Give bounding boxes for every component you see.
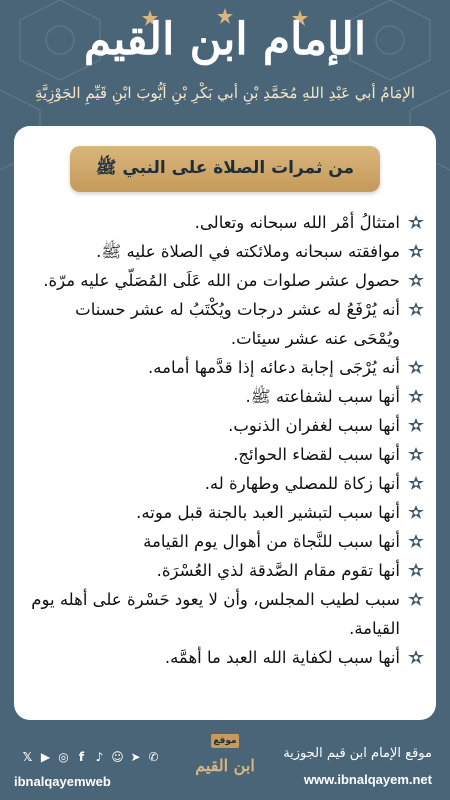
flower-bullet-icon (408, 418, 424, 434)
list-item-text: أنها سبب للنَّجاة من أهوال يوم القيامة (143, 532, 400, 551)
list-item (26, 527, 424, 556)
snapchat-icon[interactable]: ☺ (111, 750, 124, 764)
list-item (26, 556, 424, 585)
footer (0, 722, 450, 800)
list-item (26, 353, 424, 382)
site-logo (186, 734, 264, 794)
flower-bullet-icon (408, 650, 424, 666)
page-title: الإمام ابن القيم (83, 14, 367, 65)
list-item-text: أنها زكاة للمصلي وطهارة له. (204, 474, 400, 493)
list-item-text: أنه يُرْجَى إجابة دعائه إذا قدَّمها أمامه. (148, 358, 400, 377)
instagram-icon[interactable]: ◎ (58, 750, 69, 764)
list-item-text: أنها سبب لكفاية الله العبد ما أهمَّه. (164, 648, 400, 667)
flower-bullet-icon (408, 476, 424, 492)
logo-badge: موقع (211, 734, 239, 748)
flower-bullet-icon (408, 563, 424, 579)
list-item-text: أنها سبب لغفران الذنوب. (228, 416, 400, 435)
list-item-text: حصول عشر صلوات من الله عَلَى المُصَلّي عليه مرّة. (43, 271, 400, 290)
list-item (26, 498, 424, 527)
section-banner: من ثمرات الصلاة على النبي ﷺ (70, 146, 380, 192)
flower-bullet-icon (408, 302, 424, 318)
list-item (26, 295, 424, 353)
list-item (26, 266, 424, 295)
x-icon[interactable]: 𝕏 (22, 750, 33, 764)
list-item (26, 469, 424, 498)
whatsapp-icon[interactable]: ✆ (148, 750, 159, 764)
flower-bullet-icon (408, 534, 424, 550)
flower-bullet-icon (408, 244, 424, 260)
telegram-icon[interactable]: ➤ (130, 750, 141, 764)
list-item-text: موافقته سبحانه وملائكته في الصلاة عليه ﷺ. (96, 242, 400, 261)
list-item (26, 643, 424, 672)
list-item-text: أنها تقوم مقام الصَّدقة لذي العُسْرَة. (156, 561, 400, 580)
content-card (14, 126, 436, 720)
page-subtitle: الإمَامُ أبي عَبْدِ اللهِ مُحَمَّدِ بْنِ أبي بَكْرِ بْنِ أيُّوبَ ابْنِ قَيِّمِ الجَوْزِيَّةِ (34, 84, 416, 102)
list-item (26, 382, 424, 411)
youtube-icon[interactable]: ▶ (40, 750, 51, 764)
header (0, 0, 450, 125)
flower-bullet-icon (408, 273, 424, 289)
flower-bullet-icon (408, 447, 424, 463)
flower-bullet-icon (408, 592, 424, 608)
list-item-text: أنها سبب لقضاء الحوائج. (233, 445, 400, 464)
flower-bullet-icon (408, 360, 424, 376)
flower-bullet-icon (408, 215, 424, 231)
social-icons (20, 750, 161, 765)
site-url[interactable]: www.ibnalqayem.net (303, 772, 432, 787)
logo-text: ابن القيم (195, 756, 255, 775)
facebook-icon[interactable]: f (78, 750, 85, 764)
list-item-text: سبب لطيب المجلس، وأن لا يعود حَسْرة على أهله يوم القيامة. (31, 590, 400, 638)
tiktok-icon[interactable]: ♪ (95, 750, 104, 764)
social-handle[interactable]: ibnalqayemweb (14, 774, 111, 789)
benefits-list (26, 208, 424, 672)
list-item-text: أنها سبب لتبشير العبد بالجنة قبل موته. (136, 503, 400, 522)
list-item (26, 208, 424, 237)
list-item (26, 440, 424, 469)
flower-bullet-icon (408, 505, 424, 521)
list-item (26, 411, 424, 440)
list-item (26, 585, 424, 643)
site-name: موقع الإمام ابن قيم الجوزية (283, 746, 432, 761)
list-item-text: أنه يُرْفَعُ له عشر درجات ويُكْتَبُ له عشر حسنات ويُمْحَى عنه عشر سيئات. (75, 300, 400, 348)
list-item-text: امتثالُ أمْر الله سبحانه وتعالى. (194, 213, 400, 232)
list-item (26, 237, 424, 266)
list-item-text: أنها سبب لشفاعته ﷺ. (245, 387, 400, 406)
flower-bullet-icon (408, 389, 424, 405)
